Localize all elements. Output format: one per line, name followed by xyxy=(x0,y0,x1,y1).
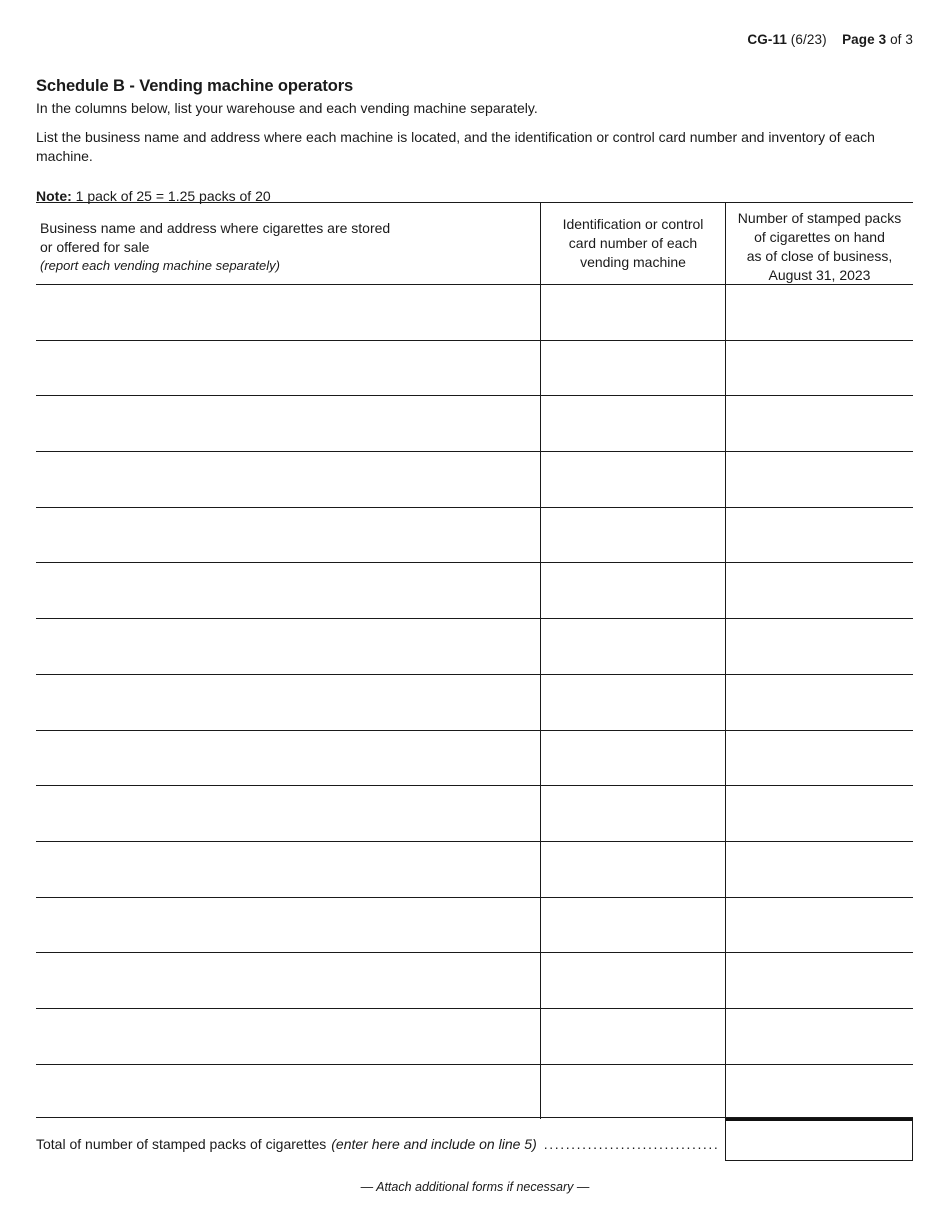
table-row xyxy=(36,395,913,451)
header-card-line3: vending machine xyxy=(580,253,686,270)
form-revision: (6/23) xyxy=(790,32,827,47)
table-row xyxy=(36,1064,913,1120)
cell-stamped-packs[interactable] xyxy=(725,786,913,841)
cell-card-number[interactable] xyxy=(540,452,725,507)
header-packs-line2: of cigarettes on hand xyxy=(754,228,885,245)
cell-card-number[interactable] xyxy=(540,786,725,841)
table-row xyxy=(36,897,913,953)
cell-stamped-packs[interactable] xyxy=(725,953,913,1008)
header-business-line3: (report each vending machine separately) xyxy=(40,257,280,273)
schedule-intro xyxy=(36,76,916,206)
cell-stamped-packs[interactable] xyxy=(725,285,913,340)
page-total: of 3 xyxy=(890,32,913,47)
total-row xyxy=(36,1118,913,1162)
cell-stamped-packs[interactable] xyxy=(725,619,913,674)
header-business-line1: Business name and address where cigarettes are stored xyxy=(40,220,391,236)
form-identification-line xyxy=(747,32,913,47)
note-text: 1 pack of 25 = 1.25 packs of 20 xyxy=(75,187,271,204)
table-row xyxy=(36,340,913,396)
cell-stamped-packs[interactable] xyxy=(725,1009,913,1064)
header-packs-line3: as of close of business, xyxy=(746,247,893,264)
header-business-line2: or offered for sale xyxy=(40,238,150,255)
note-label: Note: xyxy=(36,187,72,204)
cell-card-number[interactable] xyxy=(540,1065,725,1120)
table-row xyxy=(36,618,913,674)
schedule-paragraph: List the business name and address where each machine is located, and the identification or control card number and inventory of each machine. xyxy=(36,128,875,165)
cell-stamped-packs[interactable] xyxy=(725,452,913,507)
cell-business-name[interactable] xyxy=(36,1009,540,1064)
cell-stamped-packs[interactable] xyxy=(725,396,913,451)
cell-card-number[interactable] xyxy=(540,563,725,618)
cell-business-name[interactable] xyxy=(36,842,540,897)
cell-business-name[interactable] xyxy=(36,898,540,953)
cell-business-name[interactable] xyxy=(36,396,540,451)
cell-stamped-packs[interactable] xyxy=(725,563,913,618)
cell-stamped-packs[interactable] xyxy=(725,675,913,730)
page-number: Page 3 xyxy=(842,32,887,47)
total-value-field[interactable] xyxy=(725,1118,913,1161)
schedule-subtitle: In the columns below, list your warehouse and each vending machine separately. xyxy=(36,99,538,116)
cell-stamped-packs[interactable] xyxy=(725,898,913,953)
table-body xyxy=(36,284,913,1119)
cell-business-name[interactable] xyxy=(36,452,540,507)
table-row xyxy=(36,562,913,618)
header-card-line2: card number of each xyxy=(568,234,698,251)
cell-card-number[interactable] xyxy=(540,619,725,674)
table-row xyxy=(36,730,913,786)
cell-business-name[interactable] xyxy=(36,619,540,674)
cell-card-number[interactable] xyxy=(540,675,725,730)
cell-card-number[interactable] xyxy=(540,898,725,953)
table-row xyxy=(36,284,913,340)
cell-card-number[interactable] xyxy=(540,341,725,396)
table-header-row xyxy=(36,203,913,284)
vending-machine-table xyxy=(36,202,913,1119)
cell-business-name[interactable] xyxy=(36,508,540,563)
cell-business-name[interactable] xyxy=(36,675,540,730)
cell-card-number[interactable] xyxy=(540,731,725,786)
table-row xyxy=(36,507,913,563)
cell-business-name[interactable] xyxy=(36,786,540,841)
cell-business-name[interactable] xyxy=(36,285,540,340)
cell-card-number[interactable] xyxy=(540,842,725,897)
header-packs-line4: August 31, 2023 xyxy=(768,266,871,283)
cell-stamped-packs[interactable] xyxy=(725,842,913,897)
table-row xyxy=(36,952,913,1008)
header-cell-business-name xyxy=(36,203,540,284)
table-row xyxy=(36,1008,913,1064)
total-label: Total of number of stamped packs of cigarettes xyxy=(36,1136,327,1152)
table-row xyxy=(36,841,913,897)
header-cell-stamped-packs xyxy=(725,203,913,284)
cell-card-number[interactable] xyxy=(540,508,725,563)
table-row xyxy=(36,785,913,841)
total-instruction: (enter here and include on line 5) xyxy=(331,1136,537,1152)
cell-business-name[interactable] xyxy=(36,731,540,786)
total-row-label-group xyxy=(36,1136,726,1152)
header-packs-line1: Number of stamped packs xyxy=(737,210,902,226)
cell-business-name[interactable] xyxy=(36,953,540,1008)
form-footer-note: — Attach additional forms if necessary — xyxy=(360,1180,590,1194)
header-card-line1: Identification or control xyxy=(562,216,704,232)
cell-stamped-packs[interactable] xyxy=(725,341,913,396)
schedule-title: Schedule B - Vending machine operators xyxy=(36,77,354,95)
table-row xyxy=(36,674,913,730)
cell-business-name[interactable] xyxy=(36,563,540,618)
cell-card-number[interactable] xyxy=(540,953,725,1008)
table-row xyxy=(36,451,913,507)
form-number: CG-11 xyxy=(747,32,787,47)
cell-business-name[interactable] xyxy=(36,1065,540,1120)
cell-stamped-packs[interactable] xyxy=(725,731,913,786)
total-dot-leader: ................................ xyxy=(543,1136,720,1152)
cell-business-name[interactable] xyxy=(36,341,540,396)
cell-stamped-packs[interactable] xyxy=(725,1065,913,1120)
header-cell-card-number xyxy=(540,203,725,284)
cell-card-number[interactable] xyxy=(540,1009,725,1064)
cell-card-number[interactable] xyxy=(540,396,725,451)
cell-stamped-packs[interactable] xyxy=(725,508,913,563)
cell-card-number[interactable] xyxy=(540,285,725,340)
